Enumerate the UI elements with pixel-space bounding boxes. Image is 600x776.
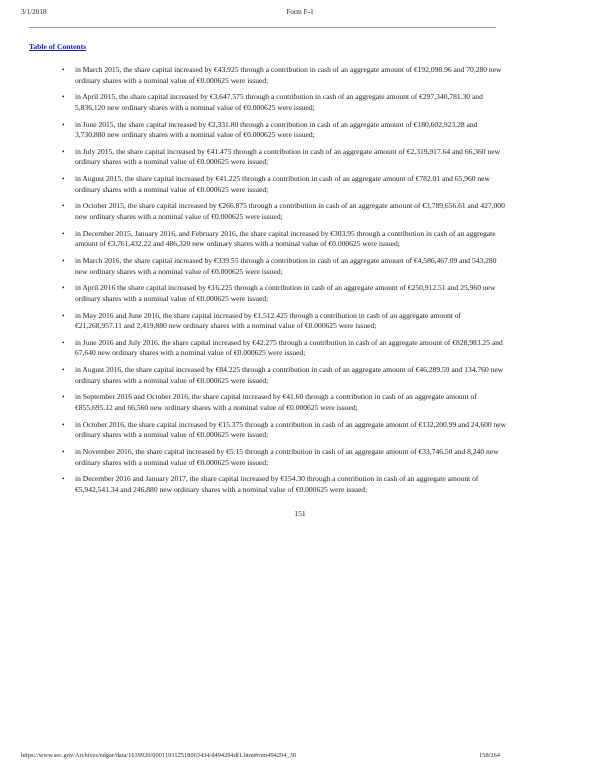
bullet-icon: • (62, 446, 65, 456)
list-item (0, 256, 600, 277)
bullet-icon: • (62, 174, 65, 184)
bullet-icon: • (62, 228, 65, 238)
bullet-icon: • (62, 474, 65, 484)
bullet-icon: • (62, 365, 65, 375)
bullet-icon: • (62, 310, 65, 320)
list-item-text: in December 2016 and January 2017, the share capital increased by €154.30 through a contribution in cash of an aggregate amount of €5,942,541.34 and 246,880 new ordinary shares with a nominal value of €0.000625 were issued; (75, 474, 479, 494)
table-of-contents-link[interactable]: Table of Contents (29, 42, 87, 51)
bullet-icon: • (62, 92, 65, 102)
list-item-text: in October 2016, the share capital increased by €15.375 through a contribution in cash of an aggregate amount of €132,200.99 and 24,600 new ordinary shares with a nominal value of €0.000625 were issued; (75, 419, 507, 440)
bullet-icon: • (62, 392, 65, 402)
list-item-text: in May 2016 and June 2016, the share capital increased by €1,512.425 through a contribution in cash of an aggregate amount of €21,268,957.11 and 2,419,880 new ordinary shares with a nominal value of €0.000625 were issued; (75, 310, 462, 331)
list-item-text: in August 2015, the share capital increased by €41.225 through a contribution in cash of an aggregate amount of €782.01 and 65,960 new ordinary shares with a nominal value of €0.000625 were issued; (75, 174, 490, 194)
list-item-text: in December 2015, January 2016, and February 2016, the share capital increased by €303.95 through a contribution in cash of an aggregate amount of €3,761,432.22 and 486,320 new ordinary shares with a nominal value of €0.000625 were issued; (75, 228, 496, 249)
list-item (0, 338, 600, 359)
list-item-text: in October 2015, the share capital increased by €266.875 through a contribution in cash of an aggregate amount of €3,789,656.61 and 427,000 new ordinary shares with a nominal value of €0.000625 were issued; (75, 201, 505, 221)
print-date: 3/1/2018 (21, 8, 47, 16)
list-item (0, 201, 600, 222)
bullet-icon: • (62, 65, 65, 74)
document-title: Form F-1 (286, 8, 314, 16)
list-item (0, 420, 600, 441)
bullet-icon: • (62, 146, 65, 156)
list-item-text: in July 2015, the share capital increased by €41.475 through a contribution in cash of an aggregate amount of €2,319,917.64 and 66,360 new ordinary shares with a nominal value of €0.000625 were issued; (75, 146, 501, 167)
header-divider (29, 27, 496, 28)
list-item-text: in June 2015, the share capital increased by €2,331.80 through a contribution in cash of an aggregate amount of €180,602,923.28 and 3,730,880 new ordinary shares with a nominal value of €0.000625 were issued; (75, 119, 478, 140)
list-item (0, 174, 600, 195)
list-item (0, 65, 600, 86)
list-item (0, 392, 600, 413)
bullet-icon: • (62, 201, 65, 211)
list-item-text: in April 2015, the share capital increased by €3,647.575 through a contribution in cash of an aggregate amount of €297,340,781.30 and 5,836,120 new ordinary shares with a nominal value of €0.000625 were issued; (75, 92, 483, 112)
bullet-icon: • (62, 255, 65, 265)
list-item (0, 311, 600, 332)
list-item-text: in April 2016 the share capital increased by €16.225 through a contribution in cash of an aggregate amount of €250,912.51 and 25,960 new ordinary shares with a nominal value of €0.000625 were issued; (75, 283, 496, 303)
print-page-count: 158/264 (479, 752, 500, 759)
print-header (0, 8, 600, 22)
bullet-icon: • (62, 119, 65, 129)
list-item (0, 474, 600, 495)
list-item-text: in September 2016 and October 2016, the share capital increased by €41.60 through a contribution in cash of an aggregate amount of €855,695.12 and 66,560 new ordinary shares with a nominal value of €0.000625 were issued; (75, 392, 477, 412)
list-item-text: in June 2016 and July 2016, the share capital increased by €42.275 through a contribution in cash of an aggregate amount of €828,983.25 and 67,640 new ordinary shares with a nominal value of €0.000625 were issued; (75, 337, 503, 358)
list-item-text: in March 2016, the share capital increased by €339.55 through a contribution in cash of an aggregate amount of €4,586,467.09 and 543,280 new ordinary shares with a nominal value of €0.000625 were issued; (75, 255, 497, 276)
source-url: https://www.sec.gov/Archives/edgar/data/1639920/000119312518063434/d494294df1.htm#rom494294_30 (21, 752, 297, 759)
list-item (0, 229, 600, 250)
list-item (0, 147, 600, 168)
page-number: 151 (294, 509, 306, 518)
list-item-text: in November 2016, the share capital increased by €5.15 through a contribution in cash of an aggregate amount of €33,746.50 and 8,240 new ordinary shares with a nominal value of €0.000625 were issued; (75, 446, 499, 467)
list-item-text: in March 2015, the share capital increased by €43.925 through a contribution in cash of an aggregate amount of €192,098.96 and 70,280 new ordinary shares with a nominal value of €0.000625 were issued; (75, 65, 502, 85)
list-item (0, 447, 600, 468)
bullet-icon: • (62, 419, 65, 429)
list-item (0, 92, 600, 113)
bullet-icon: • (62, 283, 65, 293)
share-capital-increase-list (0, 65, 600, 502)
print-footer (0, 752, 600, 764)
list-item-text: in August 2016, the share capital increased by €84.225 through a contribution in cash of an aggregate amount of €46,289.59 and 134,760 new ordinary shares with a nominal value of €0.000625 were issued; (75, 365, 504, 385)
list-item (0, 365, 600, 386)
bullet-icon: • (62, 337, 65, 347)
list-item (0, 283, 600, 304)
list-item (0, 120, 600, 141)
